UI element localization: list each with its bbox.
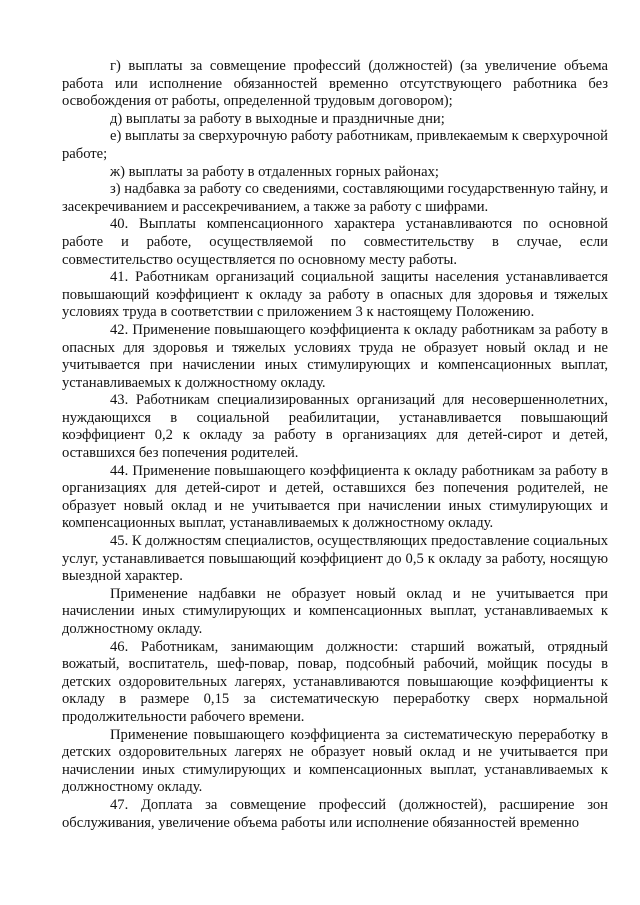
paragraph-clause-40: 40. Выплаты компенсационного характера устанавливаются по основной работе и работе, осуществляемой по совместительству в случае, если совместительство осуществляется по основному месту работы.: [62, 216, 608, 268]
paragraph-clause-45-note: Применение надбавки не образует новый оклад и не учитывается при начислении иных стимулирующих и компенсационных выплат, устанавливаемых к должностному окладу.: [62, 585, 608, 637]
paragraph-clause-46-note: Применение повышающего коэффициента за систематическую переработку в детских оздоровительных лагерях не образует новый оклад и не учитывается при начислении иных стимулирующих и компенсационных выплат, устанавливаемых к должностному окладу.: [62, 726, 608, 796]
paragraph-item-g: г) выплаты за совмещение профессий (должностей) (за увеличение объема работа или исполнение обязанностей временно отсутствующего работника без освобождения от работы, определенной трудовым договором);: [62, 58, 608, 110]
paragraph-clause-42: 42. Применение повышающего коэффициента к окладу работникам за работу в опасных для здоровья и тяжелых условиях труда не образует новый оклад и не учитывается при начислении иных стимулирующих и компенсационных выплат, устанавливаемых к должностному окладу.: [62, 321, 608, 391]
paragraph-clause-46: 46. Работникам, занимающим должности: старший вожатый, отрядный вожатый, воспитатель, шеф-повар, повар, подсобный рабочий, мойщик посуды в детских оздоровительных лагерях, устанавливаются повышающие коэффициенты к окладу в размере 0,15 за систематическую переработку сверх нормальной продолжительности рабочего времени.: [62, 638, 608, 725]
paragraph-clause-41: 41. Работникам организаций социальной защиты населения устанавливается повышающий коэффициент к окладу за работу в опасных для здоровья и тяжелых условиях труда в соответствии с приложением 3 к настоящему Положению.: [62, 269, 608, 321]
paragraph-item-d: д) выплаты за работу в выходные и праздничные дни;: [110, 110, 445, 127]
paragraph-clause-47: 47. Доплата за совмещение профессий (должностей), расширение зон обслуживания, увеличение объема работы или исполнение обязанностей временно: [62, 796, 608, 831]
paragraph-item-zh: ж) выплаты за работу в отдаленных горных районах;: [110, 163, 439, 180]
paragraph-clause-45: 45. К должностям специалистов, осуществляющих предоставление социальных услуг, устанавливается повышающий коэффициент до 0,5 к окладу за работу, носящую выездной характер.: [62, 533, 608, 585]
paragraph-clause-43: 43. Работникам специализированных организаций для несовершеннолетних, нуждающихся в социальной реабилитации, устанавливается повышающий коэффициент 0,2 к окладу за работу в организациях для детей-сирот и детей, оставшихся без попечения родителей.: [62, 392, 608, 462]
paragraph-clause-44: 44. Применение повышающего коэффициента к окладу работникам за работу в организациях для детей-сирот и детей, оставшихся без попечения родителей, не образует новый оклад и не учитывается при начислении иных стимулирующих и компенсационных выплат, устанавливаемых к должностному окладу.: [62, 462, 608, 532]
paragraph-item-z: з) надбавка за работу со сведениями, составляющими государственную тайну, и засекречиванием и рассекречиванием, а также за работу с шифрами.: [62, 181, 608, 215]
paragraph-item-e: е) выплаты за сверхурочную работу работникам, привлекаемым к сверхурочной работе;: [62, 128, 608, 162]
